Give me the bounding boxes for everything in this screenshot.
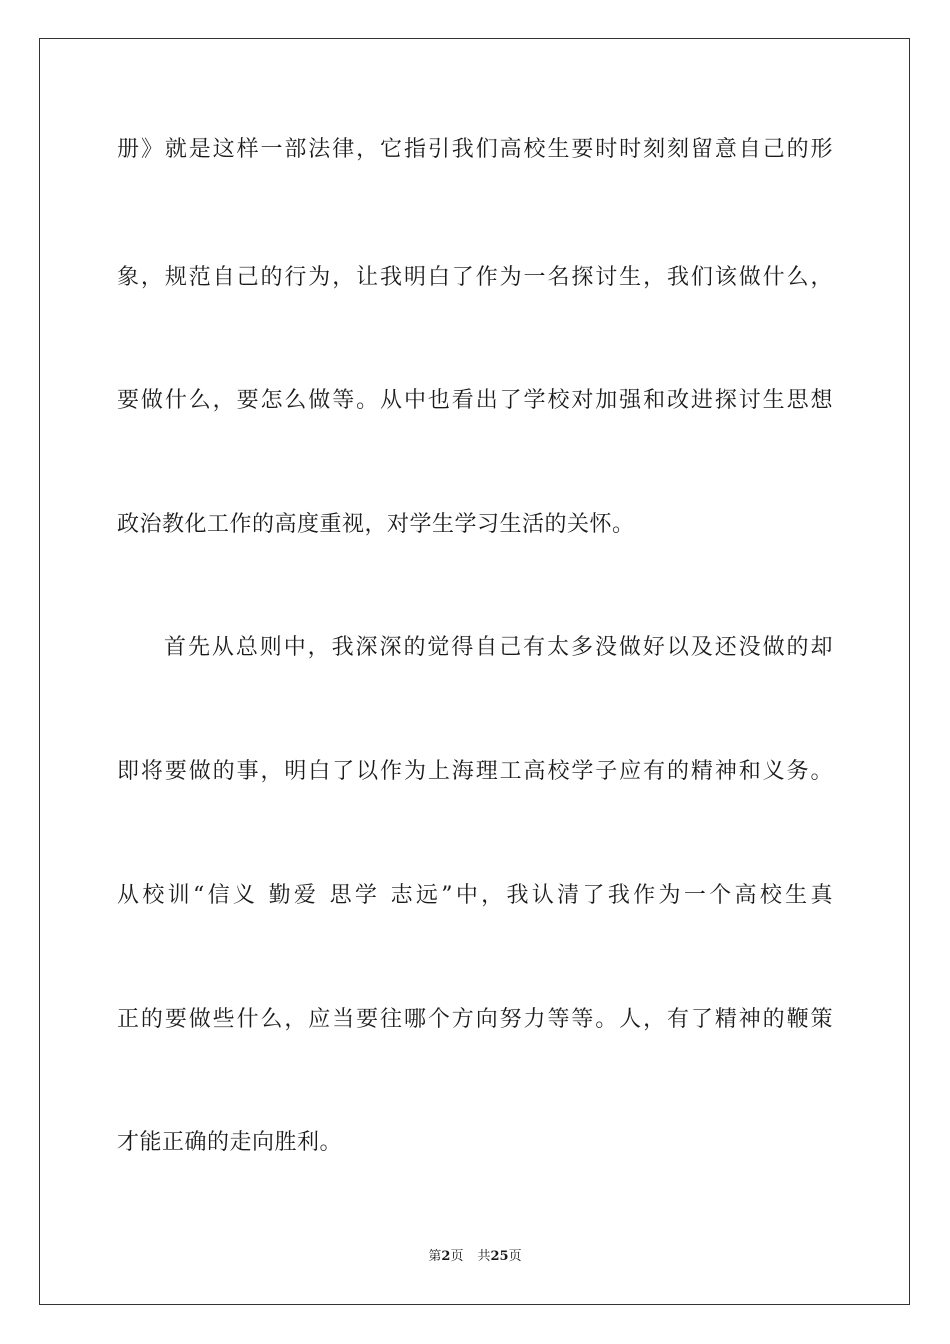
body-line-1: 册》就是这样一部法律，它指引我们高校生要时时刻刻留意自己的形: [117, 137, 833, 162]
body-line-6: 即将要做的事，明白了以作为上海理工高校学子应有的精神和义务。: [117, 759, 833, 784]
body-line-5: 首先从总则中，我深深的觉得自己有太多没做好以及还没做的却: [164, 635, 833, 660]
body-line-7: 从校训“信义 勤爱 思学 志远”中，我认清了我作为一个高校生真: [117, 883, 833, 908]
footer-total-pages: 25: [490, 1249, 509, 1264]
body-line-9: 才能正确的走向胜利。: [117, 1130, 343, 1155]
body-line-8: 正的要做些什么，应当要往哪个方向努力等等。人，有了精神的鞭策: [117, 1007, 833, 1032]
footer-total-suffix: 页: [508, 1249, 522, 1264]
page-border: [39, 38, 910, 1305]
footer-page-suffix: 页: [450, 1249, 464, 1264]
footer-page-number: 2: [441, 1249, 451, 1264]
body-line-4: 政治教化工作的高度重视，对学生学习生活的关怀。: [117, 512, 635, 537]
footer-total-prefix: 共: [477, 1249, 491, 1264]
footer-page-prefix: 第: [428, 1249, 442, 1264]
body-line-2: 象，规范自己的行为，让我明白了作为一名探讨生，我们该做什么，: [117, 265, 833, 290]
page-footer: [0, 1248, 950, 1266]
body-line-3: 要做什么，要怎么做等。从中也看出了学校对加强和改进探讨生思想: [117, 388, 833, 413]
